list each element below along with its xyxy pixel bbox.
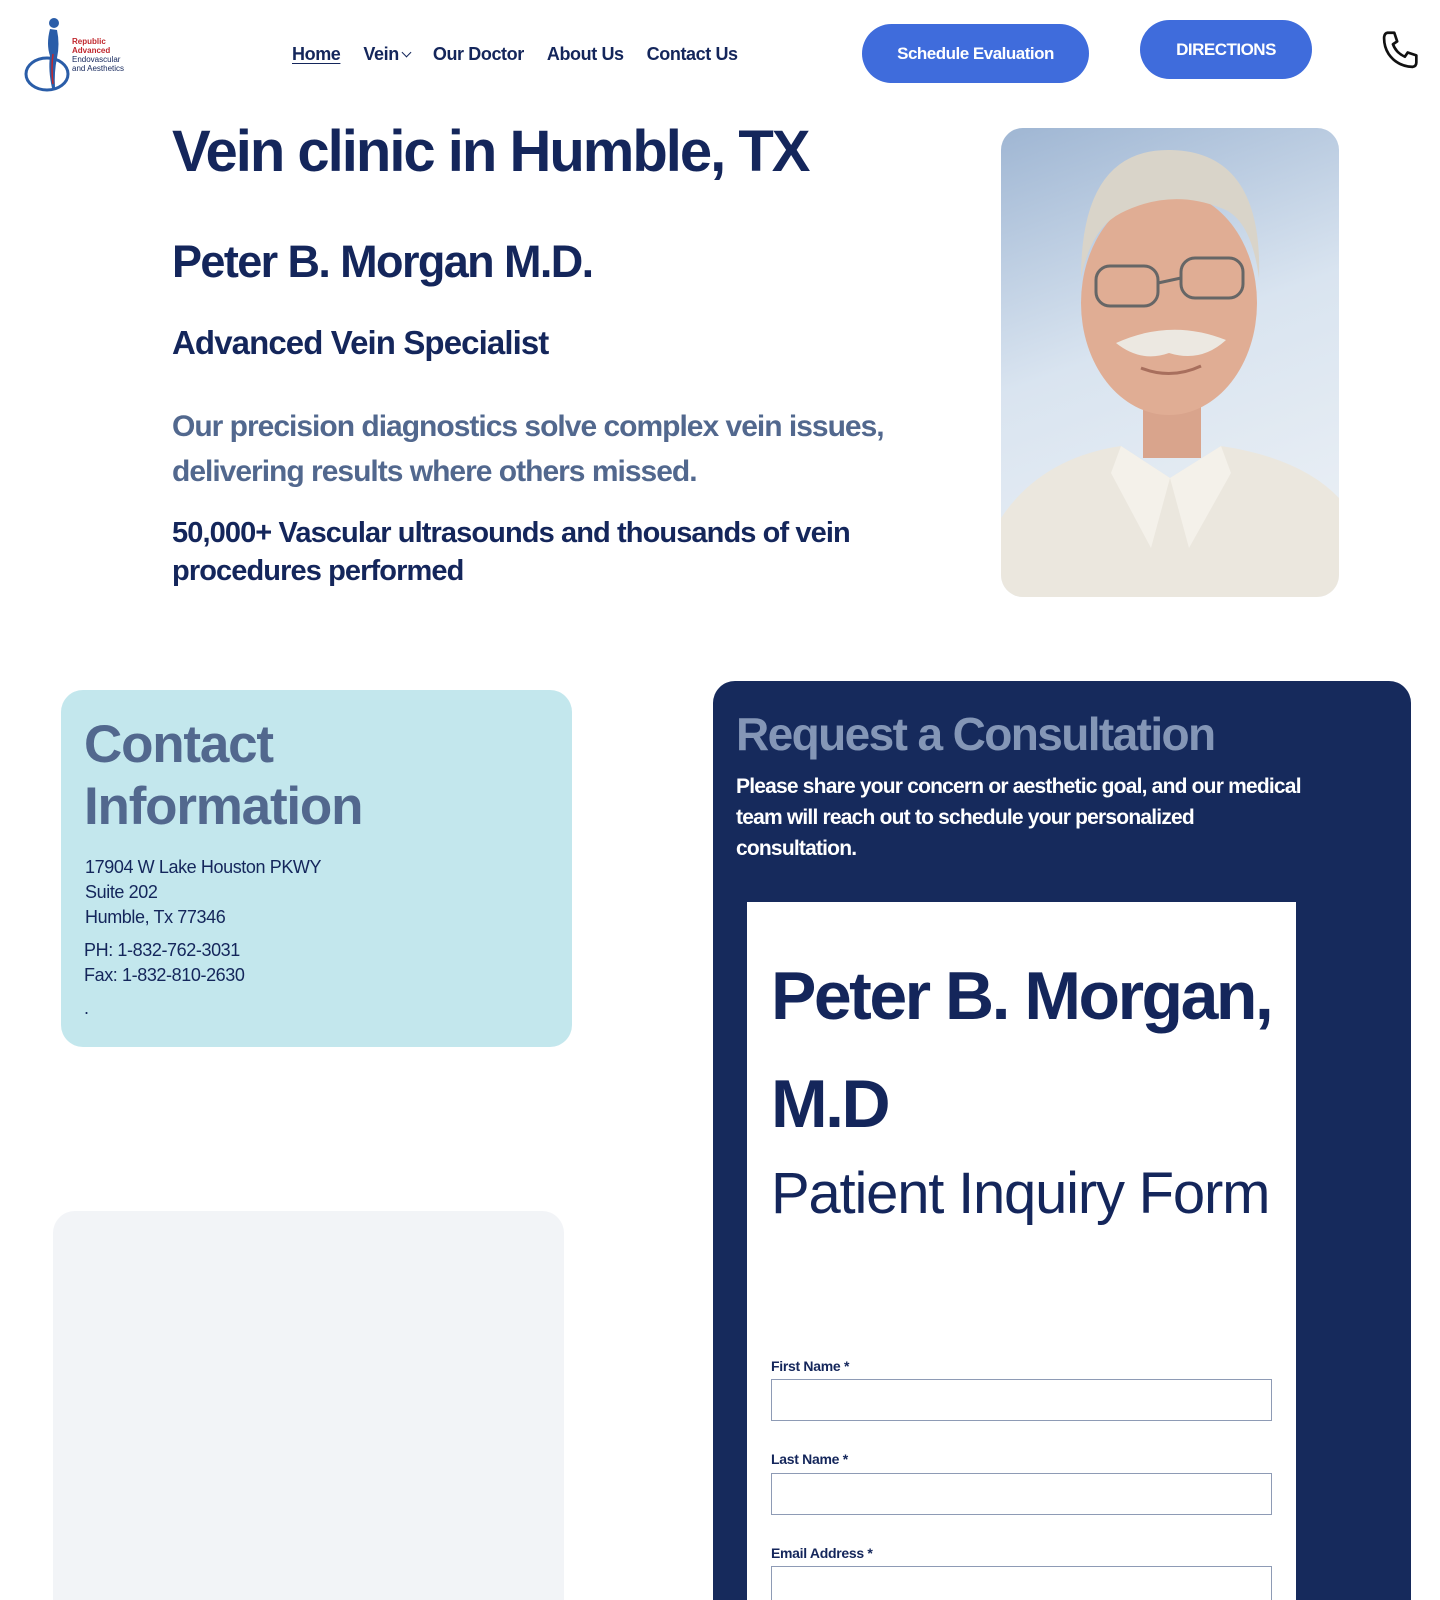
address-line-3: Humble, Tx 77346 [85, 907, 226, 927]
doctor-name: Peter B. Morgan M.D. [172, 236, 593, 287]
contact-trailing-dot: . [84, 998, 90, 1018]
form-doctor-heading: Peter B. Morgan, M.D [771, 958, 1272, 1142]
email-label: Email Address * [771, 1545, 873, 1561]
form-title: Patient Inquiry Form [771, 1161, 1270, 1226]
first-name-label: First Name * [771, 1358, 850, 1374]
nav-contact-us[interactable]: Contact Us [646, 44, 738, 64]
nav-about-us[interactable]: About Us [546, 44, 624, 64]
main-nav [292, 44, 761, 65]
consultation-description: Please share your concern or aesthetic goal, and our medical team will reach out to schedule your personalized consultation. [736, 775, 1301, 860]
logo-text-advanced: Advanced [72, 46, 111, 55]
phone-number[interactable]: PH: 1-832-762-3031 [84, 940, 240, 960]
contact-title: Contact Information [84, 715, 363, 836]
address-line-1: 17904 W Lake Houston PKWY [85, 857, 322, 877]
hero-lead: Our precision diagnostics solve complex vein issues, delivering results where others missed. [172, 410, 884, 488]
chevron-down-icon [401, 48, 411, 58]
schedule-evaluation-button[interactable]: Schedule Evaluation [862, 24, 1089, 83]
nav-our-doctor[interactable]: Our Doctor [432, 44, 524, 64]
logo-text-aesthetics: and Aesthetics [72, 64, 125, 73]
contact-card [61, 690, 572, 1047]
doctor-portrait-image [1001, 128, 1339, 597]
email-field[interactable] [771, 1566, 1272, 1600]
map-placeholder [53, 1211, 564, 1600]
nav-vein-label: Vein [363, 44, 399, 64]
clinic-address [85, 855, 321, 930]
doctor-specialty: Advanced Vein Specialist [172, 324, 549, 361]
clinic-phone-fax [84, 938, 245, 988]
directions-button[interactable]: DIRECTIONS [1140, 20, 1312, 79]
first-name-field[interactable] [771, 1379, 1272, 1421]
hero-stat: 50,000+ Vascular ultrasounds and thousands of vein procedures performed [172, 517, 850, 587]
logo-text-endovascular: Endovascular [72, 55, 121, 64]
logo-text-republic: Republic [72, 37, 106, 46]
nav-home[interactable]: Home [292, 44, 341, 64]
inquiry-form [747, 902, 1296, 1600]
nav-vein[interactable] [363, 44, 409, 65]
last-name-field[interactable] [771, 1473, 1272, 1515]
fax-number: Fax: 1-832-810-2630 [84, 965, 245, 985]
address-line-2: Suite 202 [85, 882, 158, 902]
logo-figure-icon [24, 14, 70, 96]
site-logo[interactable] [24, 14, 132, 96]
consultation-panel [713, 681, 1411, 1600]
consultation-title: Request a Consultation [736, 708, 1215, 760]
doctor-portrait [1001, 128, 1339, 597]
last-name-label: Last Name * [771, 1451, 848, 1467]
phone-icon[interactable] [1378, 26, 1424, 74]
page-title: Vein clinic in Humble, TX [172, 119, 809, 184]
